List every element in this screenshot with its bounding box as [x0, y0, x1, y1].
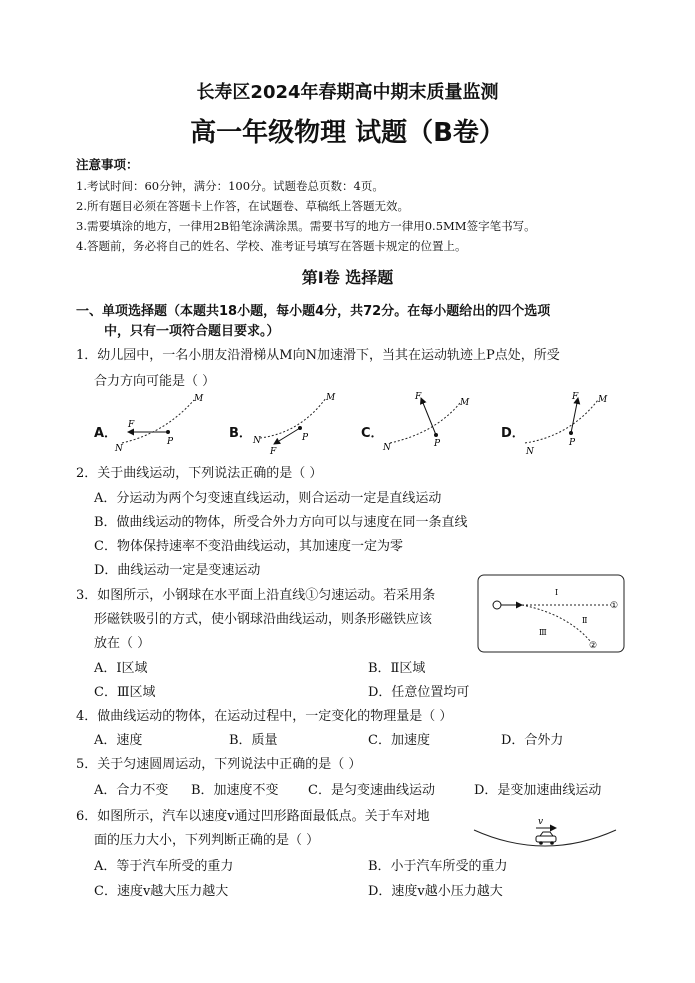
q1-c-label-p: P [434, 439, 441, 449]
q3-stem-line2: 形磁铁吸引的方式，使小钢球沿曲线运动，则条形磁铁应该 [94, 612, 433, 627]
q5-option-d: D．是变加速曲线运动 [474, 783, 602, 798]
q1-b-label-m: M [326, 393, 336, 403]
q5-option-b: B．加速度不变 [191, 783, 279, 798]
q3-figure [477, 574, 627, 654]
q5-option-c: C．是匀变速曲线运动 [308, 783, 435, 798]
q1-a-label-m: M [194, 394, 204, 404]
q3-option-b: B．Ⅱ区域 [368, 661, 426, 676]
q1-c-label-m: M [460, 398, 470, 408]
q6-stem-line2: 面的压力大小，下列判断正确的是（ ） [94, 833, 320, 848]
q2-option-d: D．曲线运动一定是变速运动 [94, 563, 261, 578]
q4-option-b: B．质量 [229, 733, 278, 748]
q3-path-1-label: ① [610, 601, 619, 611]
q2-option-c: C．物体保持速率不变沿曲线运动，其加速度一定为零 [94, 539, 403, 554]
q1-a-label-f: F [128, 420, 135, 430]
q1-stem-line2: 合力方向可能是（ ） [94, 374, 216, 389]
q5-option-a: A．合力不变 [94, 783, 169, 798]
q4-option-c: C．加速度 [368, 733, 430, 748]
q3-region-i: Ⅰ [555, 588, 559, 597]
q6-figure [470, 812, 620, 857]
q1-c-label-f: F [415, 392, 422, 402]
q3-region-ii: Ⅱ [582, 616, 588, 625]
q1-option-c: C． [361, 426, 384, 441]
q3-option-d: D．任意位置均可 [368, 685, 470, 700]
q3-stem-line3: 放在（ ） [94, 636, 151, 651]
q1-stem-line1: 1．幼儿园中，一名小朋友沿滑梯从M向N加速滑下，当其在运动轨迹上P点处，所受 [76, 348, 560, 363]
q3-option-a: A．Ⅰ区域 [94, 661, 148, 676]
notice-item-1: 1.考试时间：60分钟，满分：100分。试题卷总页数：4页。 [76, 179, 384, 193]
q3-option-c: C．Ⅲ区域 [94, 685, 156, 700]
q2-option-a: A．分运动为两个匀变速直线运动，则合运动一定是直线运动 [94, 491, 442, 506]
q3-region-iii: Ⅲ [539, 628, 547, 637]
q6-option-a: A．等于汽车所受的重力 [94, 859, 234, 874]
q1-figure-b [252, 393, 336, 457]
q1-option-d: D． [501, 426, 525, 441]
q3-path-2-label: ② [589, 641, 598, 651]
part-instructions-line1: 一、单项选择题（本题共18小题，每小题4分，共72分。在每小题给出的四个选项 [76, 304, 551, 319]
notice-item-3: 3.需要填涂的地方，一律用2B铅笔涂满涂黑。需要书写的地方一律用0.5MM签字笔书写。 [76, 219, 536, 233]
q4-option-a: A．速度 [94, 733, 143, 748]
car-icon [536, 832, 556, 845]
q5-stem: 5．关于匀速圆周运动，下列说法中正确的是（ ） [76, 757, 362, 772]
q1-figures [110, 388, 690, 458]
q1-a-label-p: P [167, 437, 174, 447]
q1-b-label-n: N [253, 436, 261, 446]
q4-stem: 4．做曲线运动的物体，在运动过程中，一定变化的物理量是（ ） [76, 709, 453, 724]
notice-heading: 注意事项： [76, 157, 139, 172]
q6-option-d: D．速度v越小压力越大 [368, 884, 503, 899]
q1-b-label-p: P [302, 433, 309, 443]
q1-d-label-n: N [526, 447, 534, 457]
q1-c-label-n: N [383, 443, 391, 453]
exam-title: 长寿区2024年春期高中期末质量监测 [196, 82, 499, 103]
q1-figure-c [382, 392, 470, 453]
notice-item-2: 2.所有题目必须在答题卡上作答，在试题卷、草稿纸上答题无效。 [76, 199, 409, 213]
q1-d-label-p: P [569, 438, 576, 448]
q2-option-b: B．做曲线运动的物体，所受合外力方向可以与速度在同一条直线 [94, 515, 468, 530]
q6-velocity-label: v [538, 817, 544, 827]
section-title: 第Ⅰ卷 选择题 [301, 268, 394, 287]
q1-b-label-f: F [270, 447, 277, 457]
notice-item-4: 4.答题前，务必将自己的姓名、学校、准考证号填写在答题卡规定的位置上。 [76, 239, 467, 253]
q3-stem-line1: 3．如图所示，小钢球在水平面上沿直线①匀速运动。若采用条 [76, 588, 436, 603]
q4-option-d: D．合外力 [501, 733, 564, 748]
q1-option-b: B． [229, 426, 252, 441]
q1-d-label-f: F [572, 392, 579, 402]
q6-stem-line1: 6．如图所示，汽车以速度v通过凹形路面最低点。关于车对地 [76, 809, 430, 824]
q6-option-b: B．小于汽车所受的重力 [368, 859, 508, 874]
q6-option-c: C．速度v越大压力越大 [94, 884, 229, 899]
q1-figure-d [525, 392, 608, 457]
q2-stem: 2．关于曲线运动，下列说法正确的是（ ） [76, 466, 323, 481]
part-instructions-line2: 中，只有一项符合题目要求。） [104, 324, 280, 339]
exam-subtitle: 高一年级物理 试题（B卷） [190, 118, 505, 148]
q1-a-label-n: N [115, 444, 123, 454]
q1-figure-a [114, 394, 204, 454]
q1-option-a: A． [94, 426, 118, 441]
q1-d-label-m: M [598, 395, 608, 405]
